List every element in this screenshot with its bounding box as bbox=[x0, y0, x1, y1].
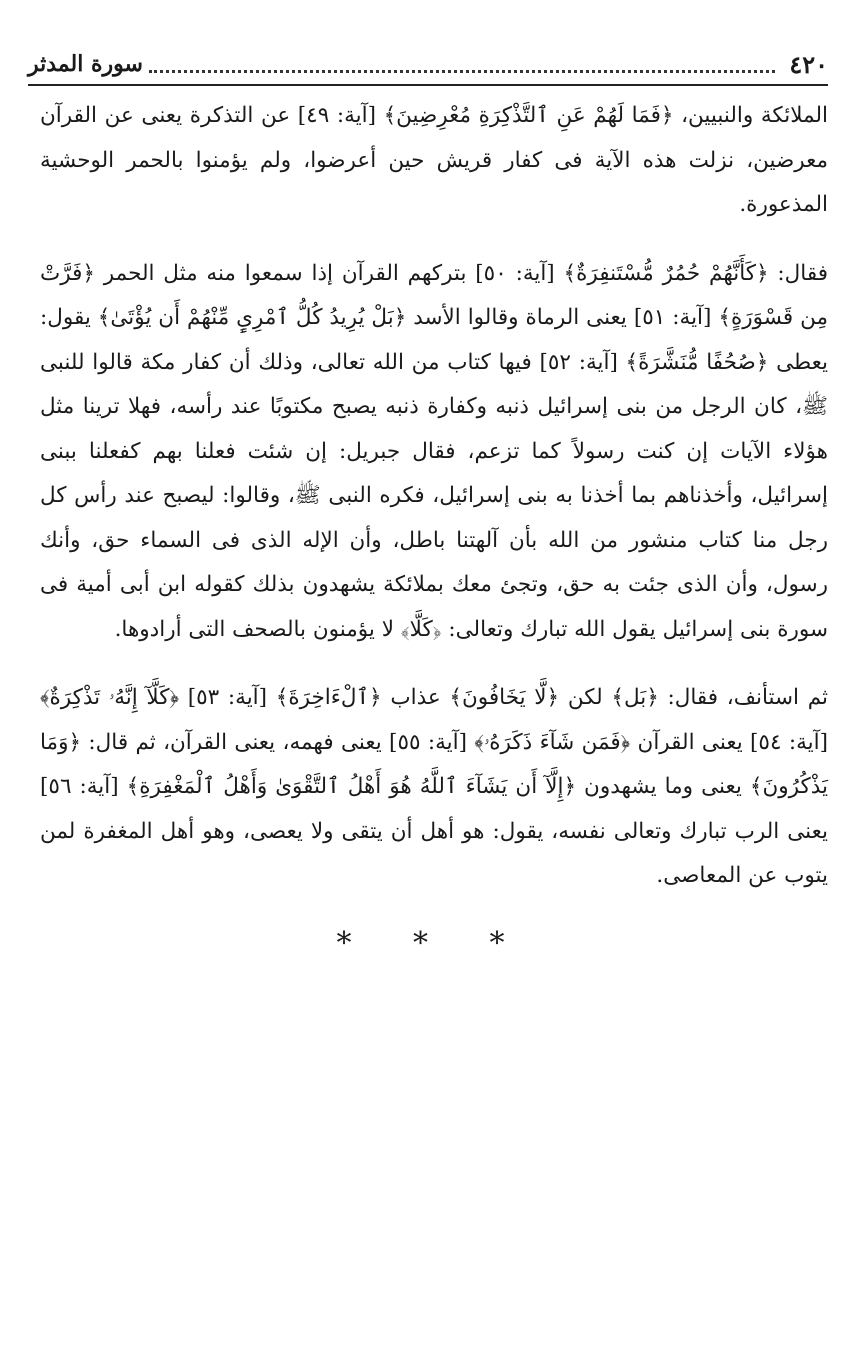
dotted-leader bbox=[149, 70, 775, 73]
page-header bbox=[28, 44, 828, 86]
paragraph-3: ثم استأنف، فقال: ﴿بَل﴾ لكن ﴿لَّا يَخَافُونَ﴾ عذاب ﴿ٱلْءَاخِرَةَ﴾ [آية: ٥٣] ﴿كَلَّآ إِنَّهُۥ تَذْكِرَةٌ﴾ [آية: ٥٤] يعنى القرآن ﴿فَمَن شَآءَ ذَكَرَهُۥ﴾ [آية: ٥٥] يعنى فهمه، يعنى القرآن، ثم قال: ﴿وَمَا يَذْكُرُونَ﴾ يعنى وما يشهدون ﴿إِلَّآ أَن يَشَآءَ ٱللَّهُ هُوَ أَهْلُ ٱلتَّقْوَىٰ وَأَهْلُ ٱلْمَغْفِرَةِ﴾ [آية: ٥٦] يعنى الرب تبارك وتعالى نفسه، يقول: هو أهل أن يتقى ولا يعصى، وهو أهل المغفرة لمن يتوب عن المعاصى. bbox=[40, 685, 828, 888]
page-body bbox=[40, 94, 828, 899]
section-separator: * * * bbox=[336, 926, 531, 961]
page-number: ٤٢٠ bbox=[789, 49, 828, 79]
paragraph-1: الملائكة والنبيين، ﴿فَمَا لَهُمْ عَنِ ٱلتَّذْكِرَةِ مُعْرِضِينَ﴾ [آية: ٤٩] عن التذكرة يعنى عن القرآن معرضين، نزلت هذه الآية فى كفار قريش حين أعرضوا، ولم يؤمنوا بالحمر الوحشية المذعورة. bbox=[40, 103, 828, 217]
paragraph-2: فقال: ﴿كَأَنَّهُمْ حُمُرٌ مُّسْتَنفِرَةٌ﴾ [آية: ٥٠] بتركهم القرآن إذا سمعوا منه مثل الحمر ﴿فَرَّتْ مِن قَسْوَرَةٍ﴾ [آية: ٥١] يعنى الرماة وقالوا الأسد ﴿بَلْ يُرِيدُ كُلُّ ٱمْرِىٍٕ مِّنْهُمْ أَن يُؤْتَىٰ﴾ يقول: يعطى ﴿صُحُفًا مُّنَشَّرَةً﴾ [آية: ٥٢] فيها كتاب من الله تعالى، وذلك أن كفار مكة قالوا للنبى ﷺ، كان الرجل من بنى إسرائيل ذنبه وكفارة ذنبه يصبح مكتوبًا عند رأسه، فهلا ترينا مثل هؤلاء الآيات إن كنت رسولاً كما تزعم، فقال جبريل: إن شئت فعلنا بهم كفعلنا ببنى إسرائيل، وأخذناهم بما أخذنا به بنى إسرائيل، فكره النبى ﷺ، وقالوا: ليصبح عند رأس كل رجل منا كتاب منشور من الله بأن آلهتنا باطل، وأن الإله الذى فى السماء حق، وأنك رسول، وأن الذى جئت به حق، وتجئ معك بملائكة يشهدون بذلك كقوله ابن أبى أمية فى سورة بنى إسرائيل يقول الله تبارك وتعالى: ﴿كَلَّا﴾ لا يؤمنون بالصحف التى أرادوها. bbox=[40, 260, 828, 642]
surah-title: سورة المدثر bbox=[28, 51, 143, 77]
